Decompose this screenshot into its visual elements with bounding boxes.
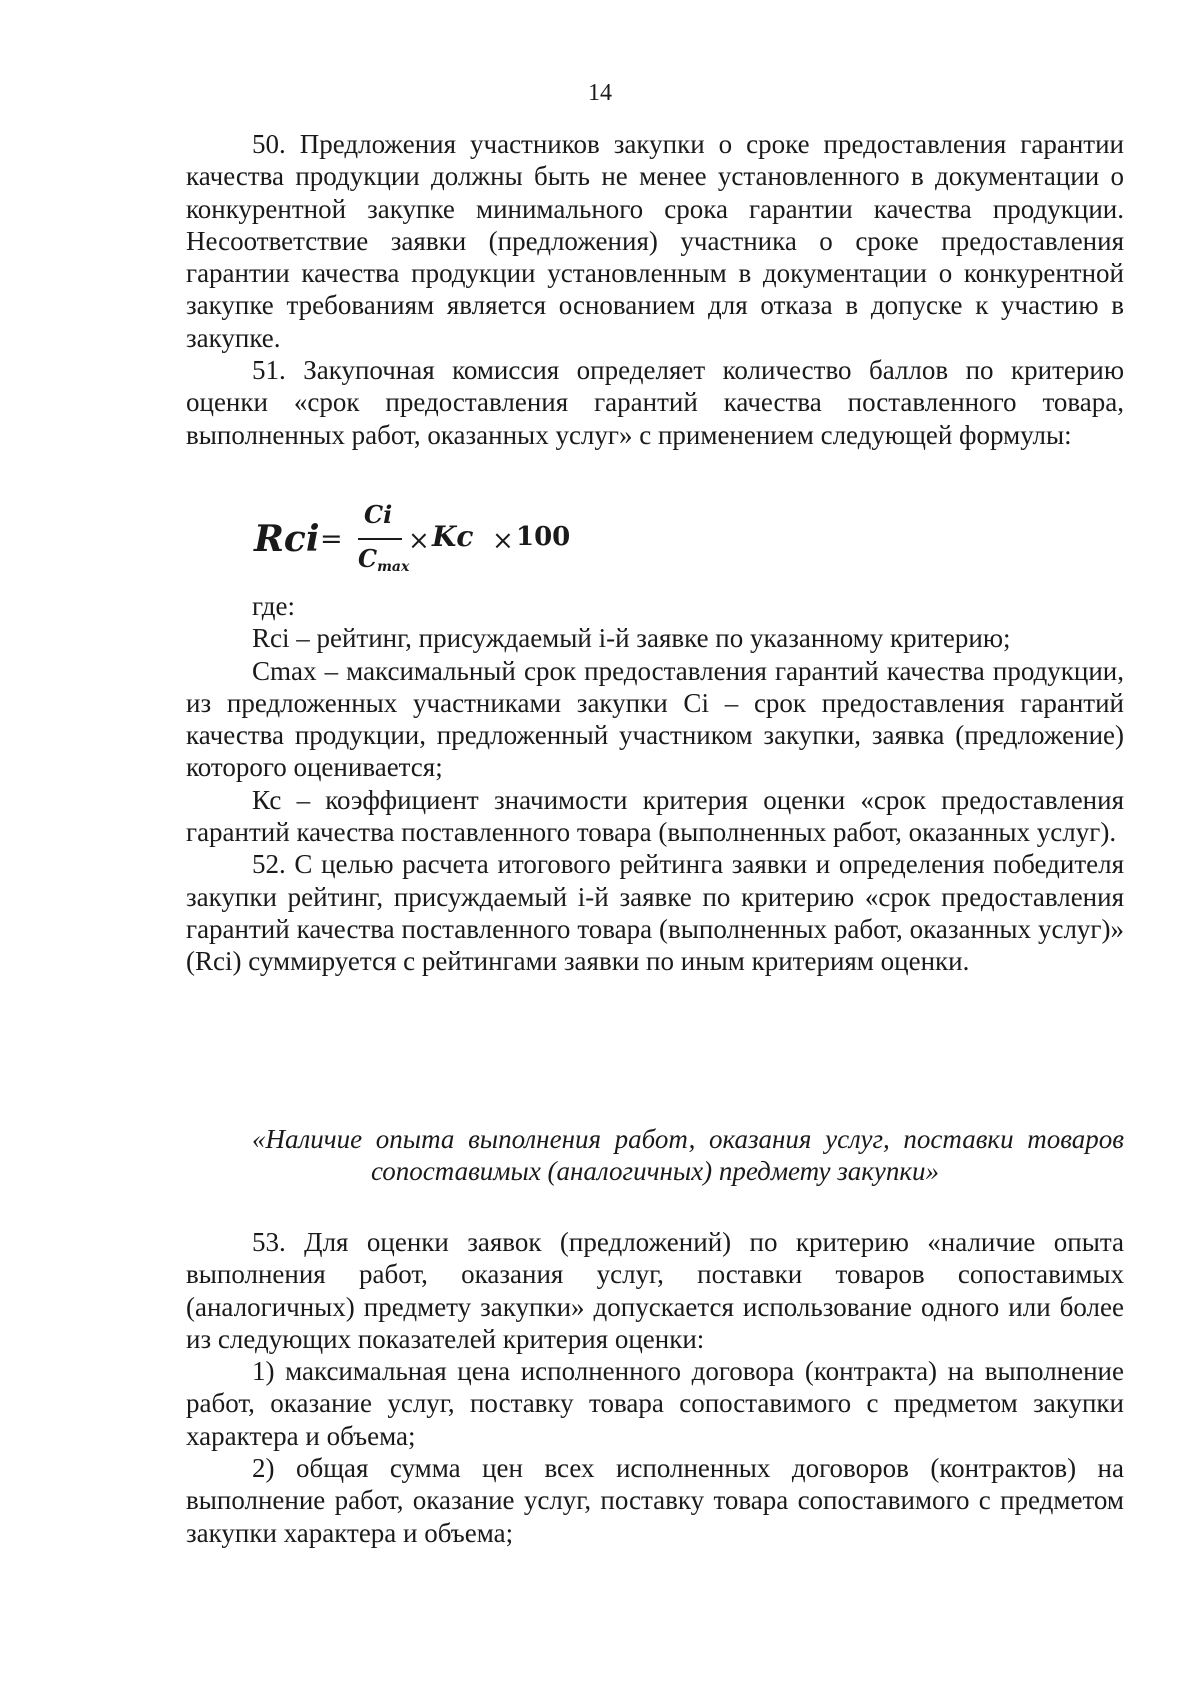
definition-cmax: Cmax – максимальный срок предоставления гарантий качества продукции, из предложенных участниками закупки Ci – срок предоставления гарантий качества продукции, предложенный участником закупки, заявка (предложение) которого оценивается; bbox=[186, 655, 1124, 783]
formula-denominator bbox=[358, 544, 409, 575]
formula-times-2: × bbox=[492, 526, 514, 556]
formula-fraction-bar bbox=[358, 538, 402, 540]
section-heading-line-1: «Наличие опыта выполнения работ, оказания услуг, поставки товаров bbox=[252, 1124, 1124, 1154]
list-item-1: 1) максимальная цена исполненного договора (контракта) на выполнение работ, оказание услуг, поставку товара сопоставимого с предметом закупки характера и объема; bbox=[186, 1356, 1124, 1451]
text-block-bottom bbox=[186, 1226, 1124, 1549]
paragraph-51: 51. Закупочная комиссия определяет количество баллов по критерию оценки «срок предоставления гарантий качества поставленного товара, выполненных работ, оказанных услуг» с применением следующей формулы: bbox=[186, 355, 1124, 450]
definition-kc: Кс – коэффициент значимости критерия оценки «срок предоставления гарантий качества поставленного товара (выполненных работ, оказанных услуг). bbox=[186, 784, 1124, 848]
paragraph-52: 52. С целью расчета итогового рейтинга заявки и определения победителя закупки рейтинг, присуждаемый i-й заявке по критерию «срок предоставления гарантий качества поставленного товара (выполненных работ, оказанных услуг)» (Rci) суммируется с рейтингами заявки по иным критериям оценки. bbox=[186, 849, 1124, 977]
formula-times-1: × bbox=[408, 526, 430, 556]
paragraph-50: 50. Предложения участников закупки о сроке предоставления гарантии качества продукции должны быть не менее установленного в документации о конкурентной закупке минимального срока гарантии качества продукции. Несоответствие заявки (предложения) участника о сроке предоставления гарантии качества продукции установленным в документации о конкурентной закупке требованиям является основанием для отказа в допуске к участию в закупке. bbox=[186, 129, 1124, 353]
rating-formula bbox=[254, 500, 754, 590]
definition-rci: Rci – рейтинг, присуждаемый i-й заявке по указанному критерию; bbox=[252, 623, 1011, 654]
section-heading bbox=[186, 1123, 1124, 1187]
formula-hundred: 100 bbox=[516, 522, 571, 552]
section-heading-line-2: сопоставимых (аналогичных) предмету закупки» bbox=[370, 1156, 940, 1186]
where-label: где: bbox=[252, 591, 295, 621]
paragraph-53: 53. Для оценки заявок (предложений) по критерию «наличие опыта выполнения работ, оказания услуг, поставки товаров сопоставимых (аналогичных) предмету закупки» допускается использование одного или более из следующих показателей критерия оценки: bbox=[186, 1227, 1124, 1354]
text-block-middle bbox=[186, 590, 1124, 978]
formula-equals: = bbox=[320, 524, 343, 555]
text-block-top bbox=[186, 128, 1124, 451]
formula-lhs: Rci bbox=[254, 518, 320, 560]
page-number: 14 bbox=[588, 80, 612, 106]
formula-denominator-base: C bbox=[358, 544, 378, 573]
formula-numerator: Ci bbox=[364, 500, 393, 529]
formula-denominator-sub: max bbox=[377, 559, 410, 575]
formula-kc: Kc bbox=[432, 520, 474, 553]
list-item-2: 2) общая сумма цен всех исполненных договоров (контрактов) на выполнение работ, оказание услуг, поставку товара сопоставимого с предметом закупки характера и объема; bbox=[186, 1453, 1124, 1548]
